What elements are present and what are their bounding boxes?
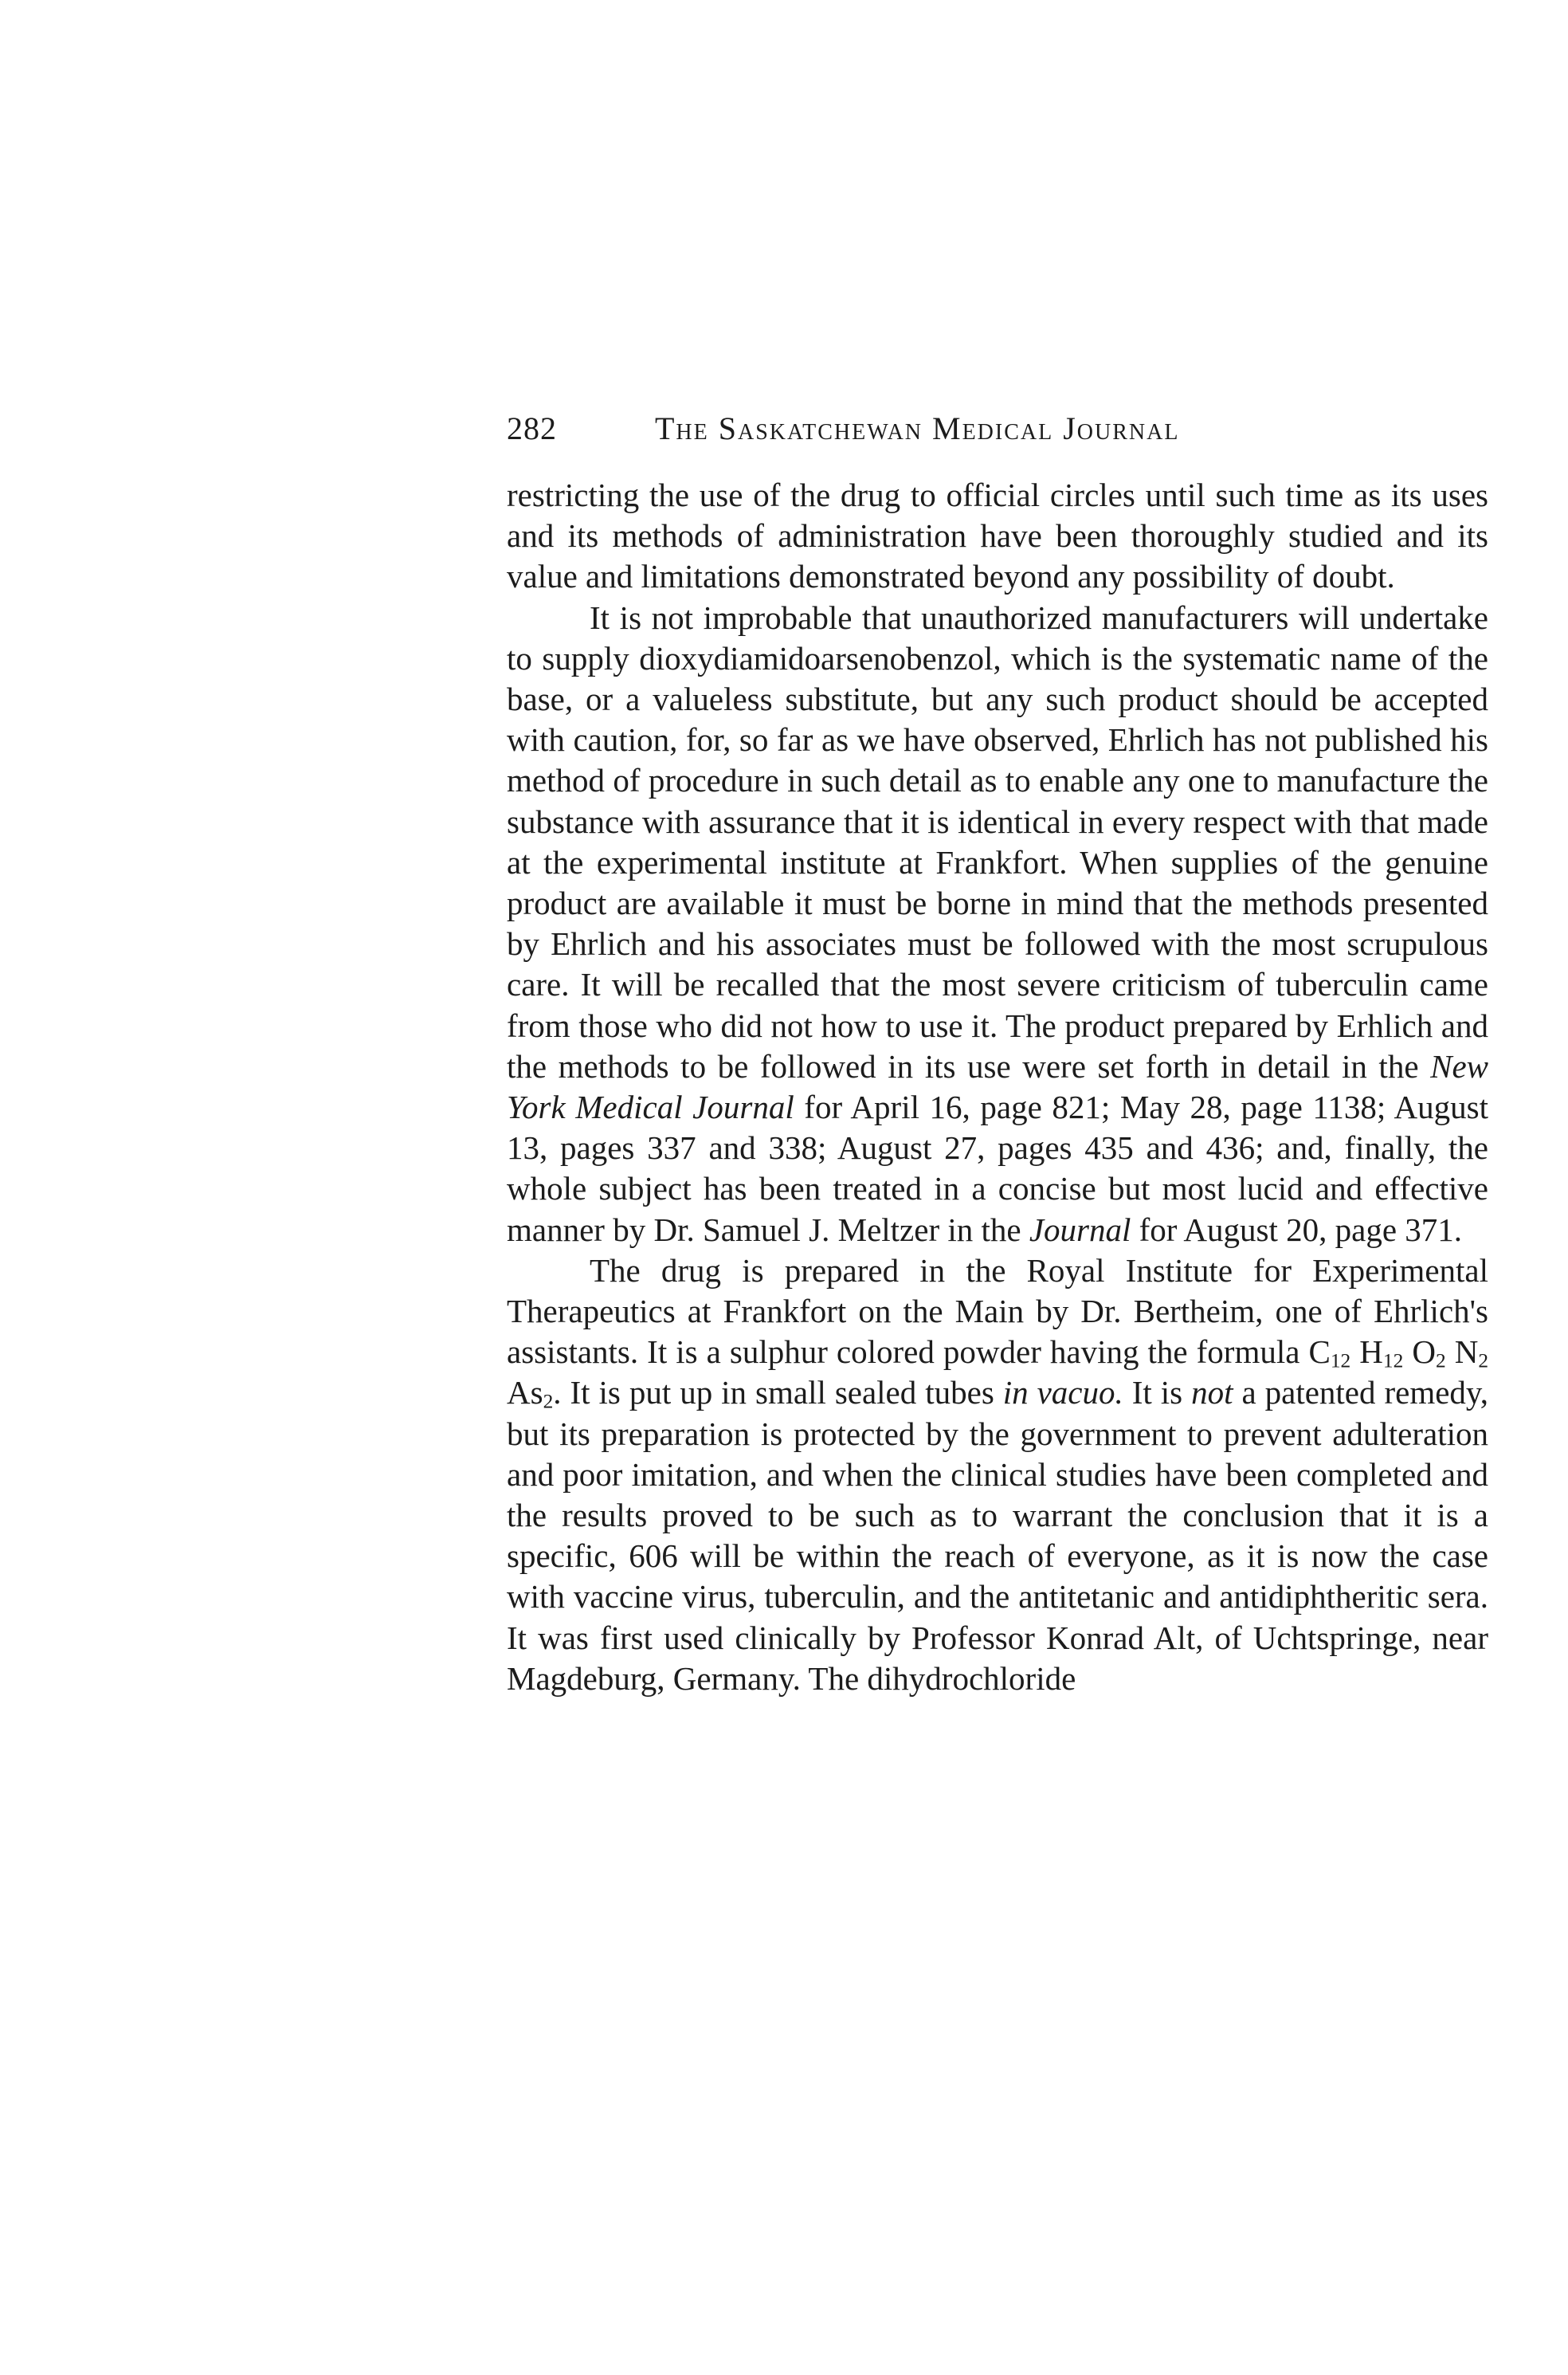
italic-text: New York Medical Journal — [507, 1047, 1488, 1126]
body-text — [507, 475, 1488, 1699]
text-run: It is not improbable that unauthorized manufacturers will undertake to supply dioxydiamidoarsenobenzol, which is the systematic name of the base, or a valueless substitute, but any such product should be accepted with caution, for, so far as we have observed, Ehrlich has not published his method of procedure in such detail as to enable any one to manufacture the substance with assurance that it is identical in every respect with that made at the experimental institute at Frankfort. When supplies of the genuine product are available it must be borne in mind that the methods presented by Ehrlich and his associates must be followed with the most scrupulous care. It will be recalled that the most severe criticism of tuberculin came from those who did not how to use it. The product prepared by Erhlich and the methods to be followed in its use were set forth in detail in the — [507, 599, 1488, 1085]
journal-title: The Saskatchewan Medical Journal — [655, 410, 1180, 446]
italic-text: in vacuo. — [1002, 1374, 1123, 1411]
formula-subscript: 12 — [1382, 1349, 1404, 1372]
running-head — [507, 405, 1488, 453]
formula-subscript: 2 — [1478, 1349, 1489, 1372]
text-run: The drug is prepared in the Royal Institute for Experimental Therapeutics at Frankfort on the Main by Dr. Bertheim, one of Ehrlich's assistants. It is a sulphur colored powder having the formula C — [507, 1251, 1488, 1371]
text-run: It is — [1123, 1374, 1192, 1411]
formula-subscript: 2 — [543, 1391, 554, 1414]
text-run: for April 16, page 821; May 28, page 1138; August 13, pages 337 and 338; August 27, pages 435 and 436; and, finally, the whole subject has been treated in a concise but most lucid and effective manner by Dr. Samuel J. Meltzer in the — [507, 1089, 1488, 1248]
text-run: H — [1350, 1333, 1383, 1371]
page-number: 282 — [507, 410, 557, 446]
text-run: . It is put up in small sealed tubes — [553, 1374, 1003, 1411]
text-run: O — [1403, 1333, 1436, 1371]
paragraph-continued — [507, 475, 1488, 598]
text-run: a patented remedy, but its preparation is protected by the government to prevent adulteration and poor imitation, and when the clinical studies have been completed and the results proved to be such as to warrant the conclusion that it is a specific, 606 will be within the reach of everyone, as it is now the case with vaccine virus, tuberculin, and the antitetanic and antidiphtheritic sera. It was first used clinically by Professor Konrad Alt, of Uchtspringe, near Magdeburg, Germany. The dihydrochloride — [507, 1374, 1488, 1697]
italic-text: not — [1191, 1374, 1233, 1411]
text-run: restricting the use of the drug to official circles until such time as its uses and its methods of administration have been thoroughly studied and its value and limitations demonstrated beyond any possibility of doubt. — [507, 477, 1488, 595]
text-run: N — [1445, 1333, 1479, 1371]
text-run: As — [507, 1374, 543, 1411]
formula-subscript: 12 — [1330, 1349, 1351, 1372]
formula-subscript: 2 — [1435, 1349, 1446, 1372]
paragraph-drug-preparation — [507, 1250, 1488, 1699]
paragraph-unauthorized-manufacturers — [507, 598, 1488, 1250]
italic-text: Journal — [1029, 1211, 1131, 1248]
text-run: for August 20, page 371. — [1131, 1211, 1463, 1248]
